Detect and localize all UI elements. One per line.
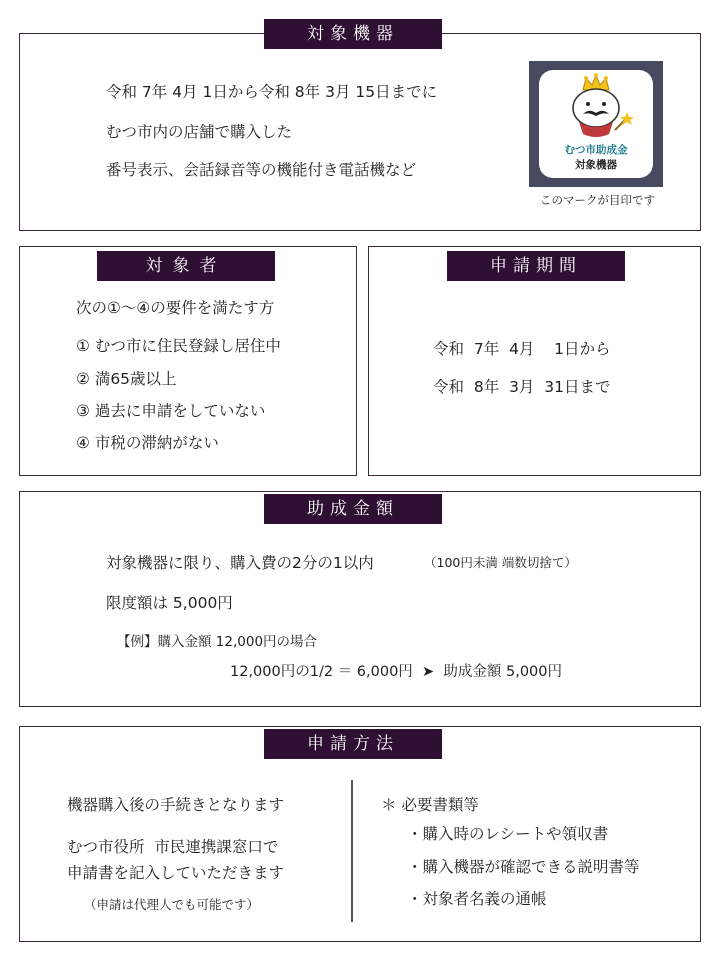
amount-line-1: 対象機器に限り、購入費の2分の1以内: [106, 554, 374, 572]
device-line-2: むつ市内の店舗で購入した: [106, 123, 293, 141]
method-left-2b: 申請書を記入していただきます: [67, 864, 285, 882]
method-left-1: 機器購入後の手続きとなります: [67, 796, 285, 814]
period-start: 令和 7年 4月 1日から: [433, 340, 611, 358]
docs-item-3: ・対象者名義の通帳: [407, 890, 547, 908]
eligibility-item-4: ④ 市税の滞納がない: [76, 434, 219, 452]
method-left-2a: むつ市役所 市民連携課窓口で: [67, 838, 279, 856]
device-line-1: 令和 7年 4月 1日から令和 8年 3月 15日までに: [106, 83, 438, 101]
subsidy-mark: [529, 61, 663, 187]
eligibility-item-2: ② 満65歳以上: [76, 370, 177, 388]
eligibility-intro: 次の①～④の要件を満たす方: [76, 299, 275, 317]
eligibility-item-3: ③ 過去に申請をしていない: [76, 402, 266, 420]
amount-limit: 限度額は 5,000円: [106, 594, 233, 612]
docs-title: ＊ 必要書類等: [381, 796, 479, 814]
docs-item-2: ・購入機器が確認できる説明書等: [407, 858, 640, 876]
mark-caption: このマークが目印です: [540, 193, 655, 207]
amount-example-calc: 12,000円の1/2 ＝ 6,000円 ➤ 助成金額 5,000円: [230, 664, 563, 680]
period-end: 令和 8年 3月 31日まで: [433, 378, 611, 396]
method-divider: [351, 780, 353, 922]
mark-text-1: むつ市助成金: [564, 144, 628, 156]
eligibility-heading: 対象者: [97, 251, 275, 281]
mark-text-2: 対象機器: [575, 159, 617, 171]
amount-note: （100円未満 端数切捨て）: [424, 555, 577, 570]
method-left-note: （申請は代理人でも可能です）: [84, 897, 260, 912]
docs-item-1: ・購入時のレシートや領収書: [407, 825, 609, 843]
device-line-3: 番号表示、会話録音等の機能付き電話機など: [106, 161, 417, 179]
amount-heading: 助成金額: [264, 494, 442, 524]
device-heading: 対象機器: [264, 19, 442, 49]
amount-example-title: 【例】購入金額 12,000円の場合: [117, 634, 318, 650]
mascot-logo: [539, 70, 653, 178]
method-heading: 申請方法: [264, 729, 442, 759]
period-heading: 申請期間: [447, 251, 625, 281]
eligibility-item-1: ① むつ市に住民登録し居住中: [76, 337, 281, 355]
